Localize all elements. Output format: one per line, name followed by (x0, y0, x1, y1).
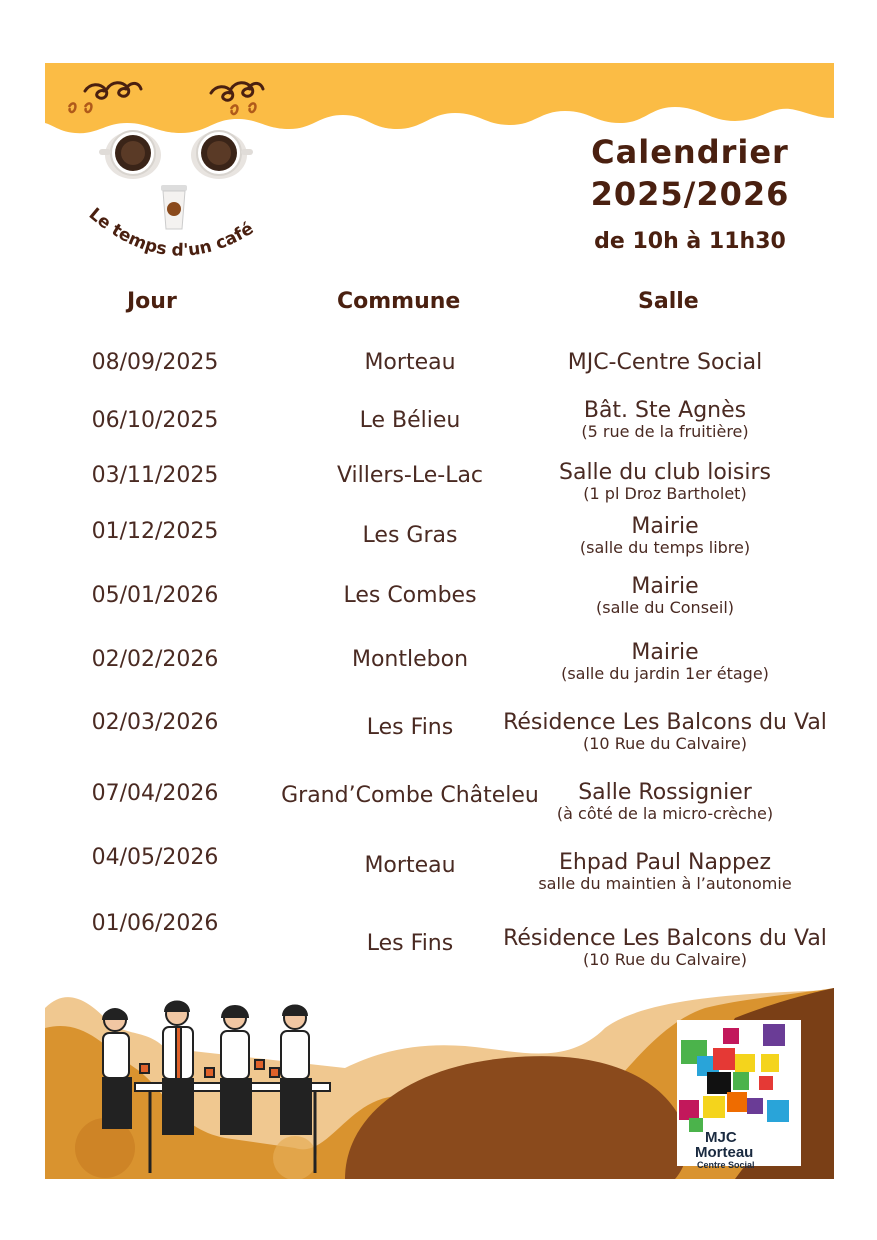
row-commune: Les Fins (366, 715, 454, 740)
row-commune: Villers-Le-Lac (336, 463, 484, 488)
row-salle-name: Ehpad Paul Nappez (558, 850, 771, 875)
row-date: 01/12/2025 (91, 519, 219, 544)
column-header-commune: Commune (337, 289, 461, 314)
mjc-logo-line2: Morteau (695, 1144, 754, 1161)
row-salle-detail: (10 Rue du Calvaire) (583, 734, 747, 753)
row-date: 08/09/2025 (91, 350, 219, 375)
people-at-table-illustration (95, 998, 345, 1178)
row-salle-name: Mairie (631, 514, 699, 539)
row-salle-detail: salle du maintien à l’autonomie (538, 874, 792, 893)
row-salle-name: Mairie (631, 574, 699, 599)
row-commune: Montlebon (351, 647, 469, 672)
row-salle (485, 711, 834, 753)
poster (45, 63, 834, 1179)
row-salle (485, 851, 834, 893)
calendar-title (565, 131, 815, 215)
row-commune: Morteau (364, 853, 456, 878)
row-salle-detail: (salle du temps libre) (579, 538, 751, 557)
right-eyebrow-swirl (205, 73, 285, 117)
row-commune: Les Fins (366, 931, 454, 956)
row-salle-name: MJC-Centre Social (567, 350, 763, 375)
column-header-jour: Jour (127, 289, 177, 314)
mjc-logo-line1: MJC (705, 1129, 737, 1146)
right-coffee-cup-icon (185, 125, 255, 181)
row-date: 05/01/2026 (91, 583, 219, 608)
mjc-logo-subtitle: Centre Social (697, 1160, 755, 1170)
row-commune: Les Gras (362, 523, 458, 548)
row-date: 02/03/2026 (91, 710, 219, 735)
row-salle-detail: (salle du Conseil) (596, 598, 734, 617)
row-date: 04/05/2026 (91, 845, 219, 870)
column-header-salle: Salle (638, 289, 699, 314)
row-salle (485, 461, 834, 503)
row-salle-name: Résidence Les Balcons du Val (503, 710, 827, 735)
row-date: 06/10/2025 (91, 408, 219, 433)
slogan-logo (75, 193, 295, 283)
row-salle-detail: (1 pl Droz Bartholet) (583, 484, 747, 503)
row-date: 03/11/2025 (91, 463, 219, 488)
svg-text:Le temps d'un café: Le temps d'un café (84, 204, 258, 261)
row-salle-detail: (10 Rue du Calvaire) (583, 950, 747, 969)
left-eyebrow-swirl (65, 77, 145, 121)
row-salle-name: Salle Rossignier (578, 780, 752, 805)
row-salle (485, 399, 834, 441)
opening-hours: de 10h à 11h30 (594, 229, 786, 254)
row-salle (485, 781, 834, 823)
row-date: 02/02/2026 (91, 647, 219, 672)
row-salle-detail: (5 rue de la fruitière) (581, 422, 749, 441)
row-salle-name: Mairie (631, 640, 699, 665)
row-salle (485, 927, 834, 969)
row-salle-name: Bât. Ste Agnès (583, 398, 747, 423)
row-commune: Le Bélieu (359, 408, 461, 433)
row-salle-name: Salle du club loisirs (559, 460, 771, 485)
row-commune: Les Combes (343, 583, 477, 608)
title-line-2: 2025/2026 (590, 175, 790, 213)
row-salle-detail: (salle du jardin 1er étage) (561, 664, 769, 683)
row-commune: Morteau (364, 350, 456, 375)
row-salle (485, 575, 834, 617)
row-salle-detail: (à côté de la micro-crèche) (556, 804, 774, 823)
row-date: 07/04/2026 (91, 781, 219, 806)
row-commune: Grand’Combe Châteleu (281, 783, 539, 808)
mjc-logo (677, 1020, 801, 1170)
row-salle (485, 515, 834, 557)
row-salle (485, 641, 834, 683)
row-salle-name: Résidence Les Balcons du Val (503, 926, 827, 951)
row-salle (485, 351, 834, 375)
title-line-1: Calendrier (591, 133, 789, 171)
row-date: 01/06/2026 (91, 911, 219, 936)
left-coffee-cup-icon (97, 125, 167, 181)
mjc-logo-name (695, 1130, 795, 1160)
